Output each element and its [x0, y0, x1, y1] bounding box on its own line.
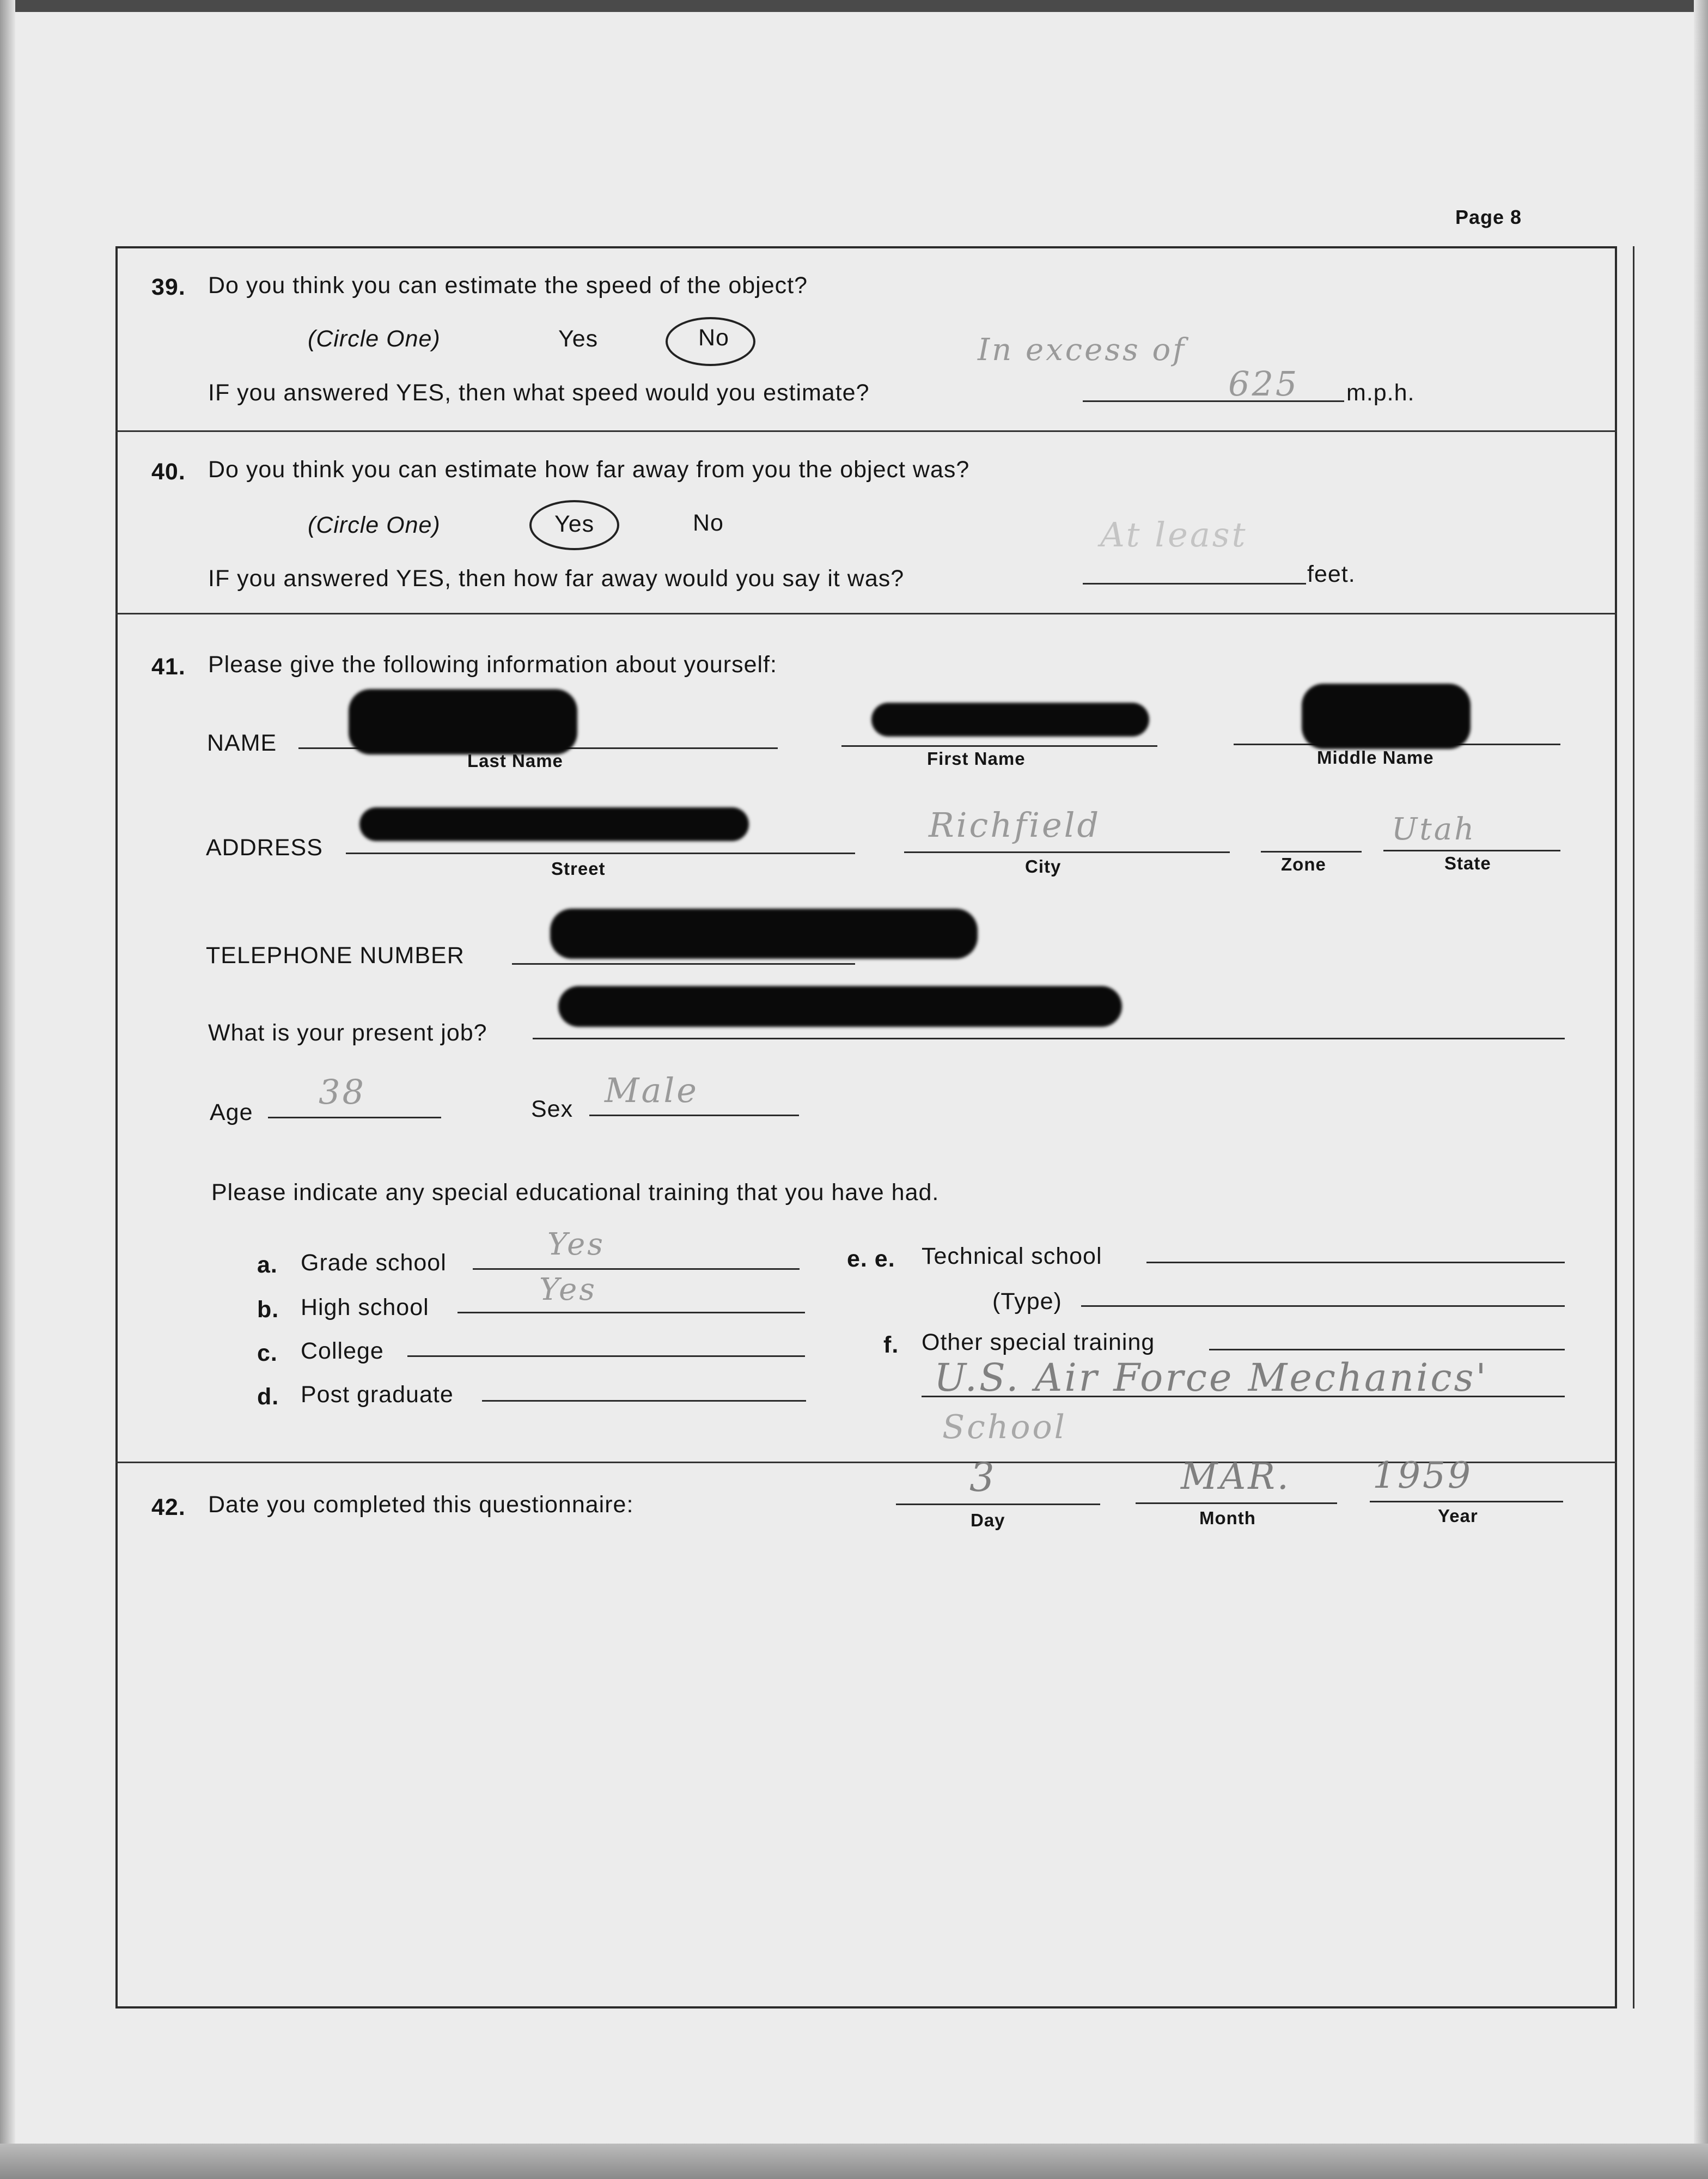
- edu-d-label: Post graduate: [301, 1381, 454, 1408]
- edu-e-letter: e. e.: [847, 1246, 895, 1272]
- state-value[interactable]: Utah: [1392, 812, 1477, 847]
- scan-edge-bottom: [0, 2144, 1708, 2179]
- edu-f-value-line1[interactable]: U.S. Air Force Mechanics': [934, 1355, 1489, 1400]
- state-line: [1383, 850, 1560, 851]
- edu-f-value-line2[interactable]: School: [942, 1408, 1067, 1446]
- q39-circle-one: (Circle One): [308, 326, 441, 352]
- edu-a-label: Grade school: [301, 1250, 447, 1276]
- q42-prompt: Date you completed this questionnaire:: [208, 1492, 634, 1518]
- day-line: [896, 1504, 1100, 1505]
- city-caption: City: [1025, 856, 1062, 877]
- edu-f-line-2: [922, 1396, 1565, 1397]
- scan-edge-left: [0, 0, 15, 2179]
- telephone-redaction: [550, 909, 978, 959]
- address-label: ADDRESS: [206, 835, 323, 861]
- job-redaction: [558, 986, 1122, 1027]
- q40-circle-one: (Circle One): [308, 512, 441, 538]
- month-line: [1136, 1502, 1337, 1504]
- q40-unit: feet.: [1307, 561, 1356, 587]
- edu-a-value[interactable]: Yes: [547, 1227, 605, 1262]
- telephone-label: TELEPHONE NUMBER: [206, 942, 465, 969]
- edu-e-line: [1146, 1262, 1565, 1263]
- divider-40-41: [115, 613, 1617, 614]
- edu-d-line: [482, 1400, 806, 1402]
- edu-b-value[interactable]: Yes: [539, 1272, 597, 1307]
- scan-edge-top: [0, 0, 1708, 12]
- q41-number: 41.: [151, 654, 186, 680]
- job-line: [533, 1038, 1565, 1039]
- street-line: [346, 853, 855, 854]
- zone-line: [1261, 851, 1362, 853]
- edu-d-letter: d.: [257, 1384, 279, 1410]
- telephone-line: [512, 963, 855, 965]
- edu-b-line: [457, 1312, 805, 1313]
- q39-number: 39.: [151, 274, 186, 300]
- q40-distance-line: [1083, 583, 1306, 585]
- q40-no-option[interactable]: No: [693, 510, 724, 536]
- q39-yes-option[interactable]: Yes: [558, 326, 599, 352]
- year-value[interactable]: 1959: [1372, 1454, 1473, 1496]
- edu-f-line: [1209, 1349, 1565, 1350]
- edu-f-label: Other special training: [922, 1329, 1155, 1355]
- education-prompt: Please indicate any special educational training that you have had.: [211, 1179, 940, 1206]
- q39-followup: IF you answered YES, then what speed would you estimate?: [208, 380, 870, 406]
- job-label: What is your present job?: [208, 1020, 487, 1046]
- year-line: [1370, 1501, 1563, 1502]
- first-name-caption: First Name: [927, 748, 1026, 769]
- sex-value[interactable]: Male: [605, 1070, 699, 1110]
- edu-b-letter: b.: [257, 1297, 279, 1323]
- sex-label: Sex: [531, 1096, 574, 1122]
- edu-a-line: [473, 1268, 800, 1270]
- q40-followup: IF you answered YES, then how far away would you say it was?: [208, 565, 905, 592]
- divider-39-40: [115, 430, 1617, 432]
- month-caption: Month: [1199, 1508, 1256, 1528]
- middle-name-redaction: [1302, 684, 1471, 749]
- q40-question: Do you think you can estimate how far away from you the object was?: [208, 457, 970, 483]
- month-value[interactable]: MAR.: [1181, 1456, 1291, 1498]
- year-caption: Year: [1438, 1506, 1478, 1526]
- edu-c-label: College: [301, 1338, 384, 1364]
- q40-number: 40.: [151, 459, 186, 485]
- state-caption: State: [1444, 853, 1491, 873]
- q39-speed-line: [1083, 400, 1344, 402]
- city-line: [904, 851, 1230, 853]
- q40-yes-option[interactable]: Yes: [554, 511, 595, 537]
- first-name-redaction: [871, 703, 1149, 737]
- middle-name-caption: Middle Name: [1317, 747, 1434, 768]
- q39-unit: m.p.h.: [1346, 380, 1415, 406]
- sex-line: [589, 1115, 799, 1116]
- day-value[interactable]: 3: [969, 1454, 997, 1500]
- edu-type-label: (Type): [992, 1288, 1062, 1314]
- q42-number: 42.: [151, 1494, 186, 1520]
- q39-no-option[interactable]: No: [698, 325, 729, 351]
- street-redaction: [359, 807, 749, 841]
- edu-b-label: High school: [301, 1294, 429, 1320]
- last-name-caption: Last Name: [467, 751, 563, 771]
- q40-distance-value[interactable]: At least: [1100, 515, 1248, 555]
- q39-handwritten-note: In excess of: [978, 332, 1186, 368]
- day-caption: Day: [971, 1510, 1005, 1530]
- scan-edge-right: [1694, 0, 1708, 2179]
- q39-speed-value[interactable]: 625: [1228, 364, 1300, 404]
- street-caption: Street: [551, 859, 606, 879]
- q39-question: Do you think you can estimate the speed of the object?: [208, 272, 808, 299]
- edu-type-line: [1081, 1305, 1565, 1307]
- edu-a-letter: a.: [257, 1252, 278, 1278]
- page-label: Page 8: [1455, 206, 1522, 228]
- edu-e-label: Technical school: [922, 1243, 1102, 1269]
- form-frame: [115, 246, 1617, 2008]
- q41-prompt: Please give the following information about yourself:: [208, 652, 777, 678]
- edu-c-line: [407, 1355, 805, 1357]
- age-value[interactable]: 38: [319, 1072, 366, 1112]
- age-label: Age: [210, 1099, 253, 1125]
- age-line: [268, 1117, 441, 1118]
- edu-f-letter: f.: [883, 1332, 899, 1358]
- name-label: NAME: [207, 730, 277, 756]
- first-name-line: [841, 745, 1157, 747]
- city-value[interactable]: Richfield: [929, 805, 1101, 845]
- edu-c-letter: c.: [257, 1340, 278, 1366]
- zone-caption: Zone: [1281, 854, 1326, 874]
- last-name-redaction: [349, 689, 577, 754]
- frame-right-rule: [1633, 246, 1634, 2008]
